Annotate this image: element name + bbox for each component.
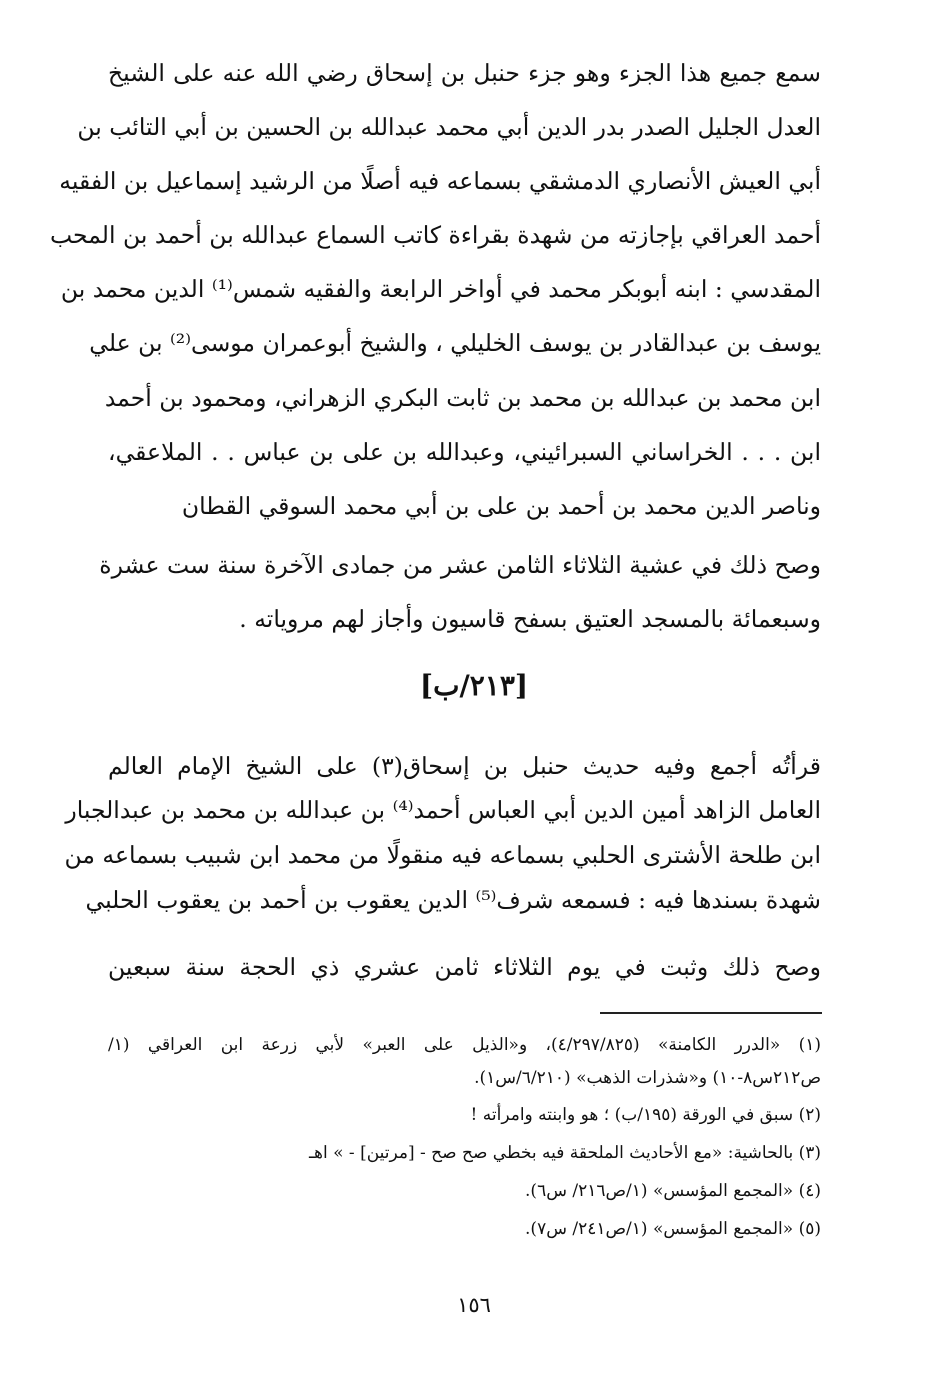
text-line: ابن محمد بن عبدالله بن محمد بن ثابت البكري الزهراني، ومحمود بن أحمد — [104, 384, 821, 412]
footnote-line: (١) «الدرر الكامنة» (٤/٢٩٧/٨٢٥)، و«الذيل على العبر» لأبي زرعة ابن العراقي (١/ — [108, 1035, 821, 1055]
text-line: وصح ذلك وثبت في يوم الثلاثاء ثامن عشري ذي الحجة سنة سبعين — [108, 953, 821, 981]
footnote-line: (٢) سبق في الورقة (١٩٥/ب) ؛ هو وابنته وامرأته ! — [470, 1105, 821, 1125]
page-number: ١٥٦ — [457, 1293, 491, 1317]
text-line: سمع جميع هذا الجزء وهو جزء حنبل بن إسحاق رضي الله عنه على الشيخ — [108, 59, 821, 87]
text-line: وصح ذلك في عشية الثلاثاء الثامن عشر من جمادى الآخرة سنة ست عشرة — [99, 551, 821, 579]
text-line: العامل الزاهد أمين الدين أبي العباس أحمد⁽⁴⁾ بن عبدالله بن محمد بن عبدالجبار — [65, 796, 821, 824]
text-line: ابن طلحة الأشترى الحلبي بسماعه فيه منقولًا من محمد ابن شبيب بسماعه من — [64, 841, 821, 869]
folio-marker: [٢١٣/ب] — [419, 669, 529, 702]
footnote-divider — [600, 1012, 822, 1014]
text-line: وناصر الدين محمد بن أحمد بن على بن أبي محمد السوقي القطان — [181, 492, 821, 520]
text-line: ابن . . . الخراساني السبرائيني، وعبدالله بن على بن عباس . . الملاعقي، — [108, 438, 821, 466]
footnote-line: ص٢١٢س٨-١٠) و«شذرات الذهب» (٦/٢١٠/س١). — [474, 1068, 821, 1088]
text-line: العدل الجليل الصدر بدر الدين أبي محمد عبدالله بن الحسين بن أبي التائب بن — [77, 113, 821, 141]
footnote-line: (٤) «المجمع المؤسس» (١/ص٢١٦/ س٦). — [525, 1181, 821, 1201]
text-line: وسبعمائة بالمسجد العتيق بسفح قاسيون وأجاز لهم مروياته . — [239, 605, 821, 633]
text-line: أحمد العراقي بإجازته من شهدة بقراءة كاتب السماع عبدالله بن أحمد بن المحب — [49, 221, 821, 249]
text-line: شهدة بسندها فيه : فسمعه شرف⁽⁵⁾ الدين يعقوب بن أحمد بن يعقوب الحلبي — [85, 886, 821, 914]
text-line: يوسف بن عبدالقادر بن يوسف الخليلي ، والشيخ أبوعمران موسى⁽²⁾ بن علي — [89, 329, 821, 357]
text-line: المقدسي : ابنه أبوبكر محمد في أواخر الرابعة والفقيه شمس⁽¹⁾ الدين محمد بن — [60, 275, 821, 303]
footnote-line: (٣) بالحاشية: «مع الأحاديث الملحقة فيه بخطي صح صح - [مرتين] - » اهـ — [309, 1143, 821, 1163]
text-line: قرأتُه أجمع وفيه حديث حنبل بن إسحاق(٣) على الشيخ الإمام العالم — [108, 752, 821, 780]
text-line: أبي العيش الأنصاري الدمشقي بسماعه فيه أصلًا من الرشيد إسماعيل بن الفقيه — [59, 167, 821, 195]
footnote-line: (٥) «المجمع المؤسس» (١/ص٢٤١/ س٧). — [525, 1219, 821, 1239]
